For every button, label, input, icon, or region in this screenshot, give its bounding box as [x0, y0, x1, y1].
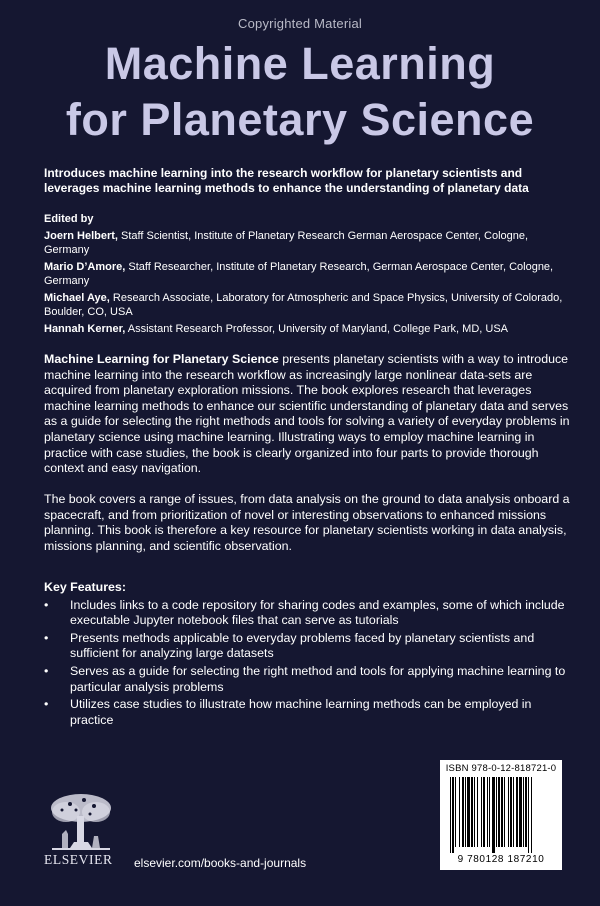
- feature-text: Presents methods applicable to everyday problems faced by planetary scientists and sufficient for analyzing large datasets: [70, 630, 535, 661]
- editor-name: Michael Aye,: [44, 292, 110, 304]
- barcode-bar: [471, 777, 473, 847]
- book-title: [0, 36, 600, 148]
- barcode-bar: [513, 777, 514, 847]
- barcode-bar: [477, 777, 478, 847]
- barcode-bar: [489, 777, 490, 847]
- editor-name: Mario D’Amore,: [44, 261, 126, 273]
- publisher-url[interactable]: elsevier.com/books-and-journals: [134, 856, 307, 870]
- feature-item: [44, 664, 574, 695]
- isbn-barcode-box: [440, 760, 562, 870]
- feature-text: Utilizes case studies to illustrate how machine learning methods can be employed in practice: [70, 697, 532, 727]
- barcode-bar: [519, 777, 522, 847]
- key-features-section: [44, 580, 574, 728]
- feature-text: Includes links to a code repository for sharing codes and examples, some of which include executable Jupyter notebook files that can serve as tutorials: [70, 597, 565, 628]
- bullet-icon: •: [44, 663, 49, 678]
- barcode-bar: [462, 777, 464, 847]
- barcode-bar: [481, 777, 482, 847]
- description-book-title: Machine Learning for Planetary Science: [44, 352, 279, 366]
- isbn-label: ISBN 978-0-12-818721-0: [445, 763, 557, 774]
- editors-section: [44, 212, 574, 336]
- bullet-icon: •: [44, 697, 49, 712]
- title-line-2: for Planetary Science: [65, 94, 535, 145]
- feature-item: [44, 598, 574, 629]
- editor-entry: [44, 260, 574, 288]
- feature-text: Serves as a guide for selecting the right method and tools for applying machine learning to particular analysis problems: [70, 663, 566, 694]
- editor-affiliation: Research Associate, Laboratory for Atmospheric and Space Physics, University of Colorado, Boulder, CO, USA: [44, 292, 563, 318]
- barcode-bar: [498, 777, 500, 847]
- barcode-bar: [496, 777, 497, 847]
- barcode-bar: [455, 777, 456, 847]
- editor-entry: [44, 229, 574, 257]
- editor-entry: [44, 322, 574, 336]
- key-features-title: Key Features:: [44, 580, 126, 594]
- barcode-bar: [483, 777, 485, 847]
- copyright-watermark: Copyrighted Material: [238, 16, 362, 31]
- editors-label: Edited by: [44, 213, 94, 225]
- barcode-bar: [525, 777, 527, 847]
- editor-name: Hannah Kerner,: [44, 323, 126, 335]
- barcode-bar: [531, 777, 532, 853]
- editor-affiliation: Staff Researcher, Institute of Planetary Research, German Aerospace Center, Cologne, Germany: [44, 261, 554, 287]
- publisher-name: ELSEVIER: [44, 852, 113, 867]
- book-subtitle: Introduces machine learning into the research workflow for planetary scientists and leverages machine learning methods to enhance the understanding of planetary data: [44, 166, 529, 195]
- barcode-bar: [465, 777, 466, 847]
- elsevier-tree-logo-icon: [44, 790, 118, 852]
- barcode-bar: [450, 777, 451, 853]
- bullet-icon: •: [44, 597, 49, 612]
- barcode-bar: [474, 777, 475, 847]
- barcode-bar: [487, 777, 488, 847]
- barcode-bar: [459, 777, 460, 847]
- title-line-1: Machine Learning: [104, 38, 496, 89]
- barcode-bar: [528, 777, 529, 853]
- description-paragraph-1: [44, 352, 574, 477]
- barcode-bar: [501, 777, 503, 847]
- barcode-bar: [492, 777, 495, 853]
- barcode-bar: [516, 777, 518, 847]
- bullet-icon: •: [44, 630, 49, 645]
- feature-item: [44, 631, 574, 662]
- isbn-barcode-number: 9 780128 187210: [457, 854, 545, 865]
- barcode-bar: [504, 777, 505, 847]
- barcode-bar: [467, 777, 470, 847]
- editor-entry: [44, 291, 574, 319]
- description-paragraph-2: The book covers a range of issues, from data analysis on the ground to data analysis onboard a spacecraft, and from prioritization of novel or interesting observations to enhanced missions planning. This book is therefore a key resource for planetary scientists working in data analysis, missions planning, and scientific observation.: [44, 492, 570, 553]
- key-features-list: [44, 598, 574, 729]
- description-text: presents planetary scientists with a way to introduce machine learning into the research workflow as increasingly large nonlinear data-sets are acquired from planetary exploration missions. The book explores research that leverages machine learning methods to enhance our scientific understanding of planetary data and serves as a guide for selecting the right methods and tools for solving a variety of everyday problems in planetary science using machine learning. Illustrating ways to employ machine learning in practice with case studies, the book is clearly organized into four parts to provide thorough context and easy navigation.: [44, 352, 570, 476]
- editor-name: Joern Helbert,: [44, 230, 118, 242]
- barcode-bar: [508, 777, 509, 847]
- editor-affiliation: Staff Scientist, Institute of Planetary Research German Aerospace Center, Cologne, Germany: [44, 230, 529, 256]
- feature-item: [44, 697, 574, 728]
- editor-affiliation: Assistant Research Professor, University of Maryland, College Park, MD, USA: [125, 323, 509, 335]
- barcode-bar: [452, 777, 454, 853]
- barcode-icon: [448, 777, 554, 853]
- barcode-bar: [510, 777, 512, 847]
- barcode-bar: [523, 777, 524, 847]
